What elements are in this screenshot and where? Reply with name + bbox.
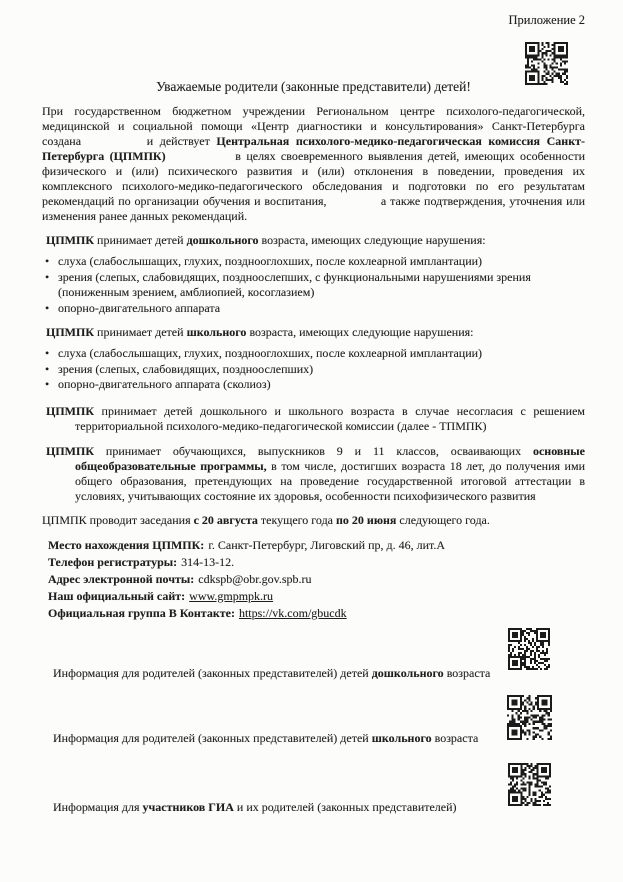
text-segment: дошкольного xyxy=(186,233,259,247)
contact-line-email xyxy=(48,571,585,588)
text-segment: возраста xyxy=(431,731,479,745)
text-segment: принимает детей xyxy=(94,233,187,247)
text-segment: возраста, имеющих следующие нарушения: xyxy=(246,325,474,339)
text-segment: принимает обучающихся, выпускников 9 и 11 классов, осваивающих xyxy=(94,443,533,458)
section-lead-preschool xyxy=(46,233,585,248)
text-segment: и их родителей (законных представителей) xyxy=(233,800,457,814)
text-segment: ЦПМПК xyxy=(46,325,95,339)
caption-gia-info xyxy=(53,800,493,814)
paragraph-disagreement xyxy=(46,403,585,434)
list-item: • слуха (слабослышащих, глухих, позднооглохших, после кохлеарной имплантации) xyxy=(45,254,585,270)
appendix-label: Приложение 2 xyxy=(508,13,585,27)
text-segment: дошкольного xyxy=(371,666,444,680)
caption-school-info xyxy=(53,731,493,745)
list-item: • слуха (слабослышащих, глухих, позднооглохших, после кохлеарной имплантации) xyxy=(45,346,585,362)
text-segment: в целях своевременного выявления детей, имеющих особенности физического и (или) психического развития и (или) отклонения в поведении, проведения их комплексного психолого-медико-педагогического обследования и подготовки по его результатам рекомендаций по организации обучения и воспитания, а также подтверждения, уточнения или изменения ранее данных рекомендаций. xyxy=(42,149,585,223)
qr-code-top xyxy=(525,42,568,85)
text-segment: школьного xyxy=(371,731,432,745)
text-segment: ЦПМПК xyxy=(46,443,95,458)
text-segment: возраста, имеющих следующие нарушения: xyxy=(258,233,486,247)
contact-label: Наш официальный сайт: xyxy=(48,588,186,603)
paragraph-graduates xyxy=(46,443,585,504)
text-segment: возраста xyxy=(443,666,491,680)
preschool-impairments-list xyxy=(42,254,585,316)
contact-label: Место нахождения ЦПМПК: xyxy=(48,537,205,552)
school-impairments-list xyxy=(42,346,585,393)
text-segment: школьного xyxy=(186,325,247,339)
list-item: • зрения (слепых, слабовидящих, поздноослепших) xyxy=(45,362,585,378)
document-heading: Уважаемые родители (законные представители) детей! xyxy=(156,79,471,94)
text-segment: ЦПМПК xyxy=(46,403,95,418)
text-segment: Центральная психолого-медико-педагогическая комиссия Санкт-Петербурга (ЦПМПК) xyxy=(42,134,586,163)
intro-paragraph xyxy=(42,104,585,224)
text-segment: ЦПМПК проводит заседания xyxy=(42,512,194,527)
contact-value: г. Санкт-Петербург, Лиговский пр, д. 46, лит.А xyxy=(208,537,446,552)
list-item: • опорно-двигательного аппарата xyxy=(45,301,585,317)
contact-line-location xyxy=(48,537,585,554)
qr-code-school xyxy=(507,695,552,740)
list-item: • зрения (слепых, слабовидящих, поздноослепших, с функциональными нарушениями зрения (пониженным зрением, амблиопией, косоглазием) xyxy=(45,270,585,301)
website-link[interactable]: www.gmpmpk.ru xyxy=(189,588,274,603)
text-segment: Информация для родителей (законных представителей) детей xyxy=(53,731,372,745)
contact-label: Телефон регистратуры: xyxy=(48,554,178,569)
text-segment: При государственном бюджетном учреждении Региональном центре психолого-педагогической, медицинской и социальной помощи «Центр диагностики и консультирования» Санкт-Петербурга создана и действует xyxy=(42,104,585,148)
text-segment: ЦПМПК xyxy=(46,233,95,247)
text-segment: Информация для родителей (законных представителей) детей xyxy=(53,666,372,680)
contact-line-website xyxy=(48,588,585,605)
contact-line-vk xyxy=(48,605,585,622)
text-segment: в том числе, достигших возраста 18 лет, до получения ими общего образования, претендующих на проведение государственной итоговой аттестации в условиях, учитывающих состояние их здоровья, особенности психофизического развития xyxy=(75,458,585,503)
section-lead-school xyxy=(46,325,585,340)
text-segment: основные общеобразовательные программы, xyxy=(75,443,585,473)
contact-label: Адрес электронной почты: xyxy=(48,571,195,586)
text-segment: с 20 августа xyxy=(193,512,258,527)
text-segment: по 20 июня xyxy=(336,512,397,527)
qr-code-preschool xyxy=(508,628,550,670)
text-segment: принимает детей xyxy=(94,325,187,339)
text-segment: Информация для xyxy=(53,800,143,814)
contact-info xyxy=(48,537,585,622)
text-segment: следующего года. xyxy=(396,512,490,527)
text-segment: принимает детей дошкольного и школьного возраста в случае несогласия с решением территориальной психолого-медико-педагогической комиссии (далее - ТПМПК) xyxy=(75,403,585,433)
text-segment: участников ГИА xyxy=(142,800,234,814)
qr-code-gia xyxy=(508,763,551,806)
caption-preschool-info xyxy=(53,666,493,680)
text-segment: текущего года xyxy=(257,512,337,527)
contact-line-phone xyxy=(48,554,585,571)
paragraph-schedule xyxy=(42,513,585,528)
contact-value: cdkspb@obr.gov.spb.ru xyxy=(198,571,312,586)
vk-group-link[interactable]: https://vk.com/gbucdk xyxy=(238,605,347,620)
contact-label: Официальная группа В Контакте: xyxy=(48,605,235,620)
list-item: • опорно-двигательного аппарата (сколиоз) xyxy=(45,377,585,393)
contact-value: 314-13-12. xyxy=(181,554,235,569)
